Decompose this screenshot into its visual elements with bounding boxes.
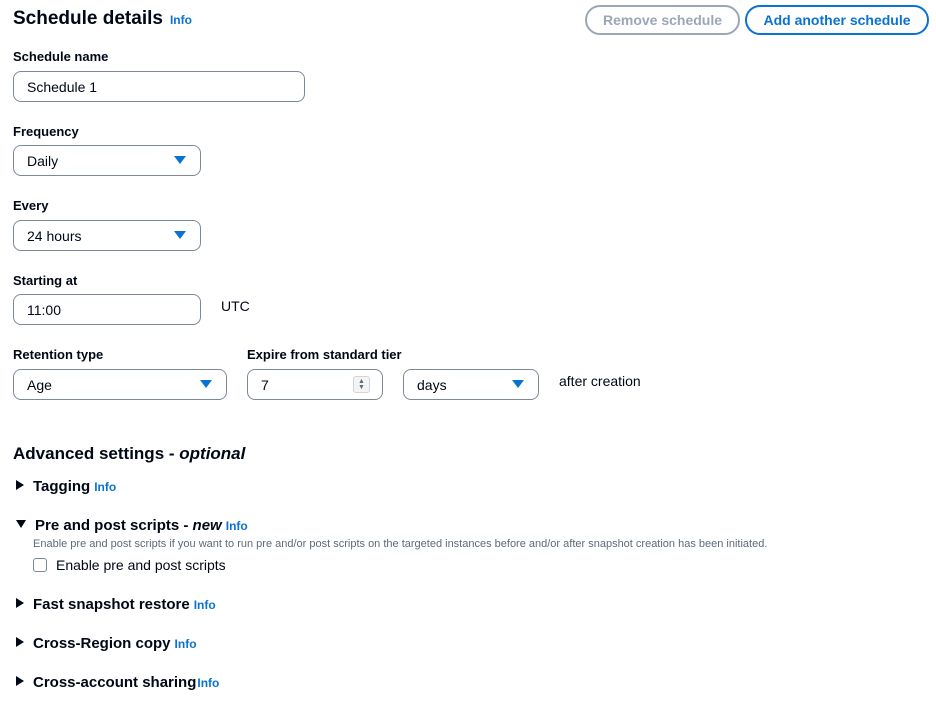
expire-unit-value: days [417,376,447,393]
tagging-info-link[interactable]: Info [94,480,117,494]
tagging-expander[interactable] [16,478,116,495]
cross-region-title: Cross-Region copy [33,635,171,652]
page-title: Schedule details [13,8,163,29]
cross-region-expander[interactable] [16,635,197,652]
caret-down-icon [16,520,26,528]
header-info-link[interactable]: Info [169,13,192,27]
starting-at-label: Starting at [13,273,78,288]
advanced-settings-heading [13,444,245,464]
retention-type-value: Age [27,376,52,393]
caret-right-icon [16,598,24,608]
tagging-title: Tagging [33,478,91,495]
caret-down-icon [174,156,186,164]
number-stepper-icon[interactable]: ▲ ▼ [353,376,370,393]
frequency-select[interactable] [13,145,201,176]
schedule-name-label: Schedule name [13,49,109,64]
expire-label: Expire from standard tier [247,347,402,362]
every-select[interactable] [13,220,201,251]
caret-down-icon [200,380,212,388]
starting-at-input[interactable] [13,294,201,325]
scripts-description: Enable pre and post scripts if you want to run pre and/or post scripts on the targeted instances before and/or after snapshot creation has been initiated. [33,538,768,550]
fast-restore-info-link[interactable]: Info [193,598,216,612]
retention-type-select[interactable] [13,369,227,400]
enable-scripts-checkbox[interactable] [33,558,47,572]
cross-account-expander[interactable] [16,674,219,691]
frequency-value: Daily [27,152,59,169]
cross-account-title: Cross-account sharing [33,674,197,691]
caret-down-icon [512,380,524,388]
expire-value: 7 [261,376,269,393]
page-header [13,8,192,30]
scripts-title: Pre and post scripts - new [35,517,222,534]
cross-region-info-link[interactable]: Info [174,637,197,651]
every-label: Every [13,198,49,213]
expire-number-input[interactable] [247,369,383,400]
caret-right-icon [16,480,24,490]
frequency-label: Frequency [13,124,79,139]
every-value: 24 hours [27,227,82,244]
utc-label: UTC [221,298,250,314]
after-creation-label: after creation [559,373,641,389]
advanced-settings-title: Advanced settings - [13,444,180,463]
starting-at-value: 11:00 [27,301,61,318]
caret-right-icon [16,637,24,647]
caret-right-icon [16,676,24,686]
advanced-settings-optional: optional [179,444,246,463]
schedule-name-value: Schedule 1 [27,78,98,95]
enable-scripts-label[interactable]: Enable pre and post scripts [56,557,226,573]
fast-restore-title: Fast snapshot restore [33,596,190,613]
cross-account-info-link[interactable]: Info [197,676,220,690]
add-another-schedule-button[interactable]: Add another schedule [745,5,929,35]
schedule-name-input[interactable] [13,71,305,102]
caret-down-icon [174,231,186,239]
fast-restore-expander[interactable] [16,596,216,613]
expire-unit-select[interactable] [403,369,539,400]
scripts-info-link[interactable]: Info [225,519,248,533]
scripts-expander[interactable] [16,517,248,534]
remove-schedule-button[interactable]: Remove schedule [585,5,740,35]
retention-type-label: Retention type [13,347,104,362]
